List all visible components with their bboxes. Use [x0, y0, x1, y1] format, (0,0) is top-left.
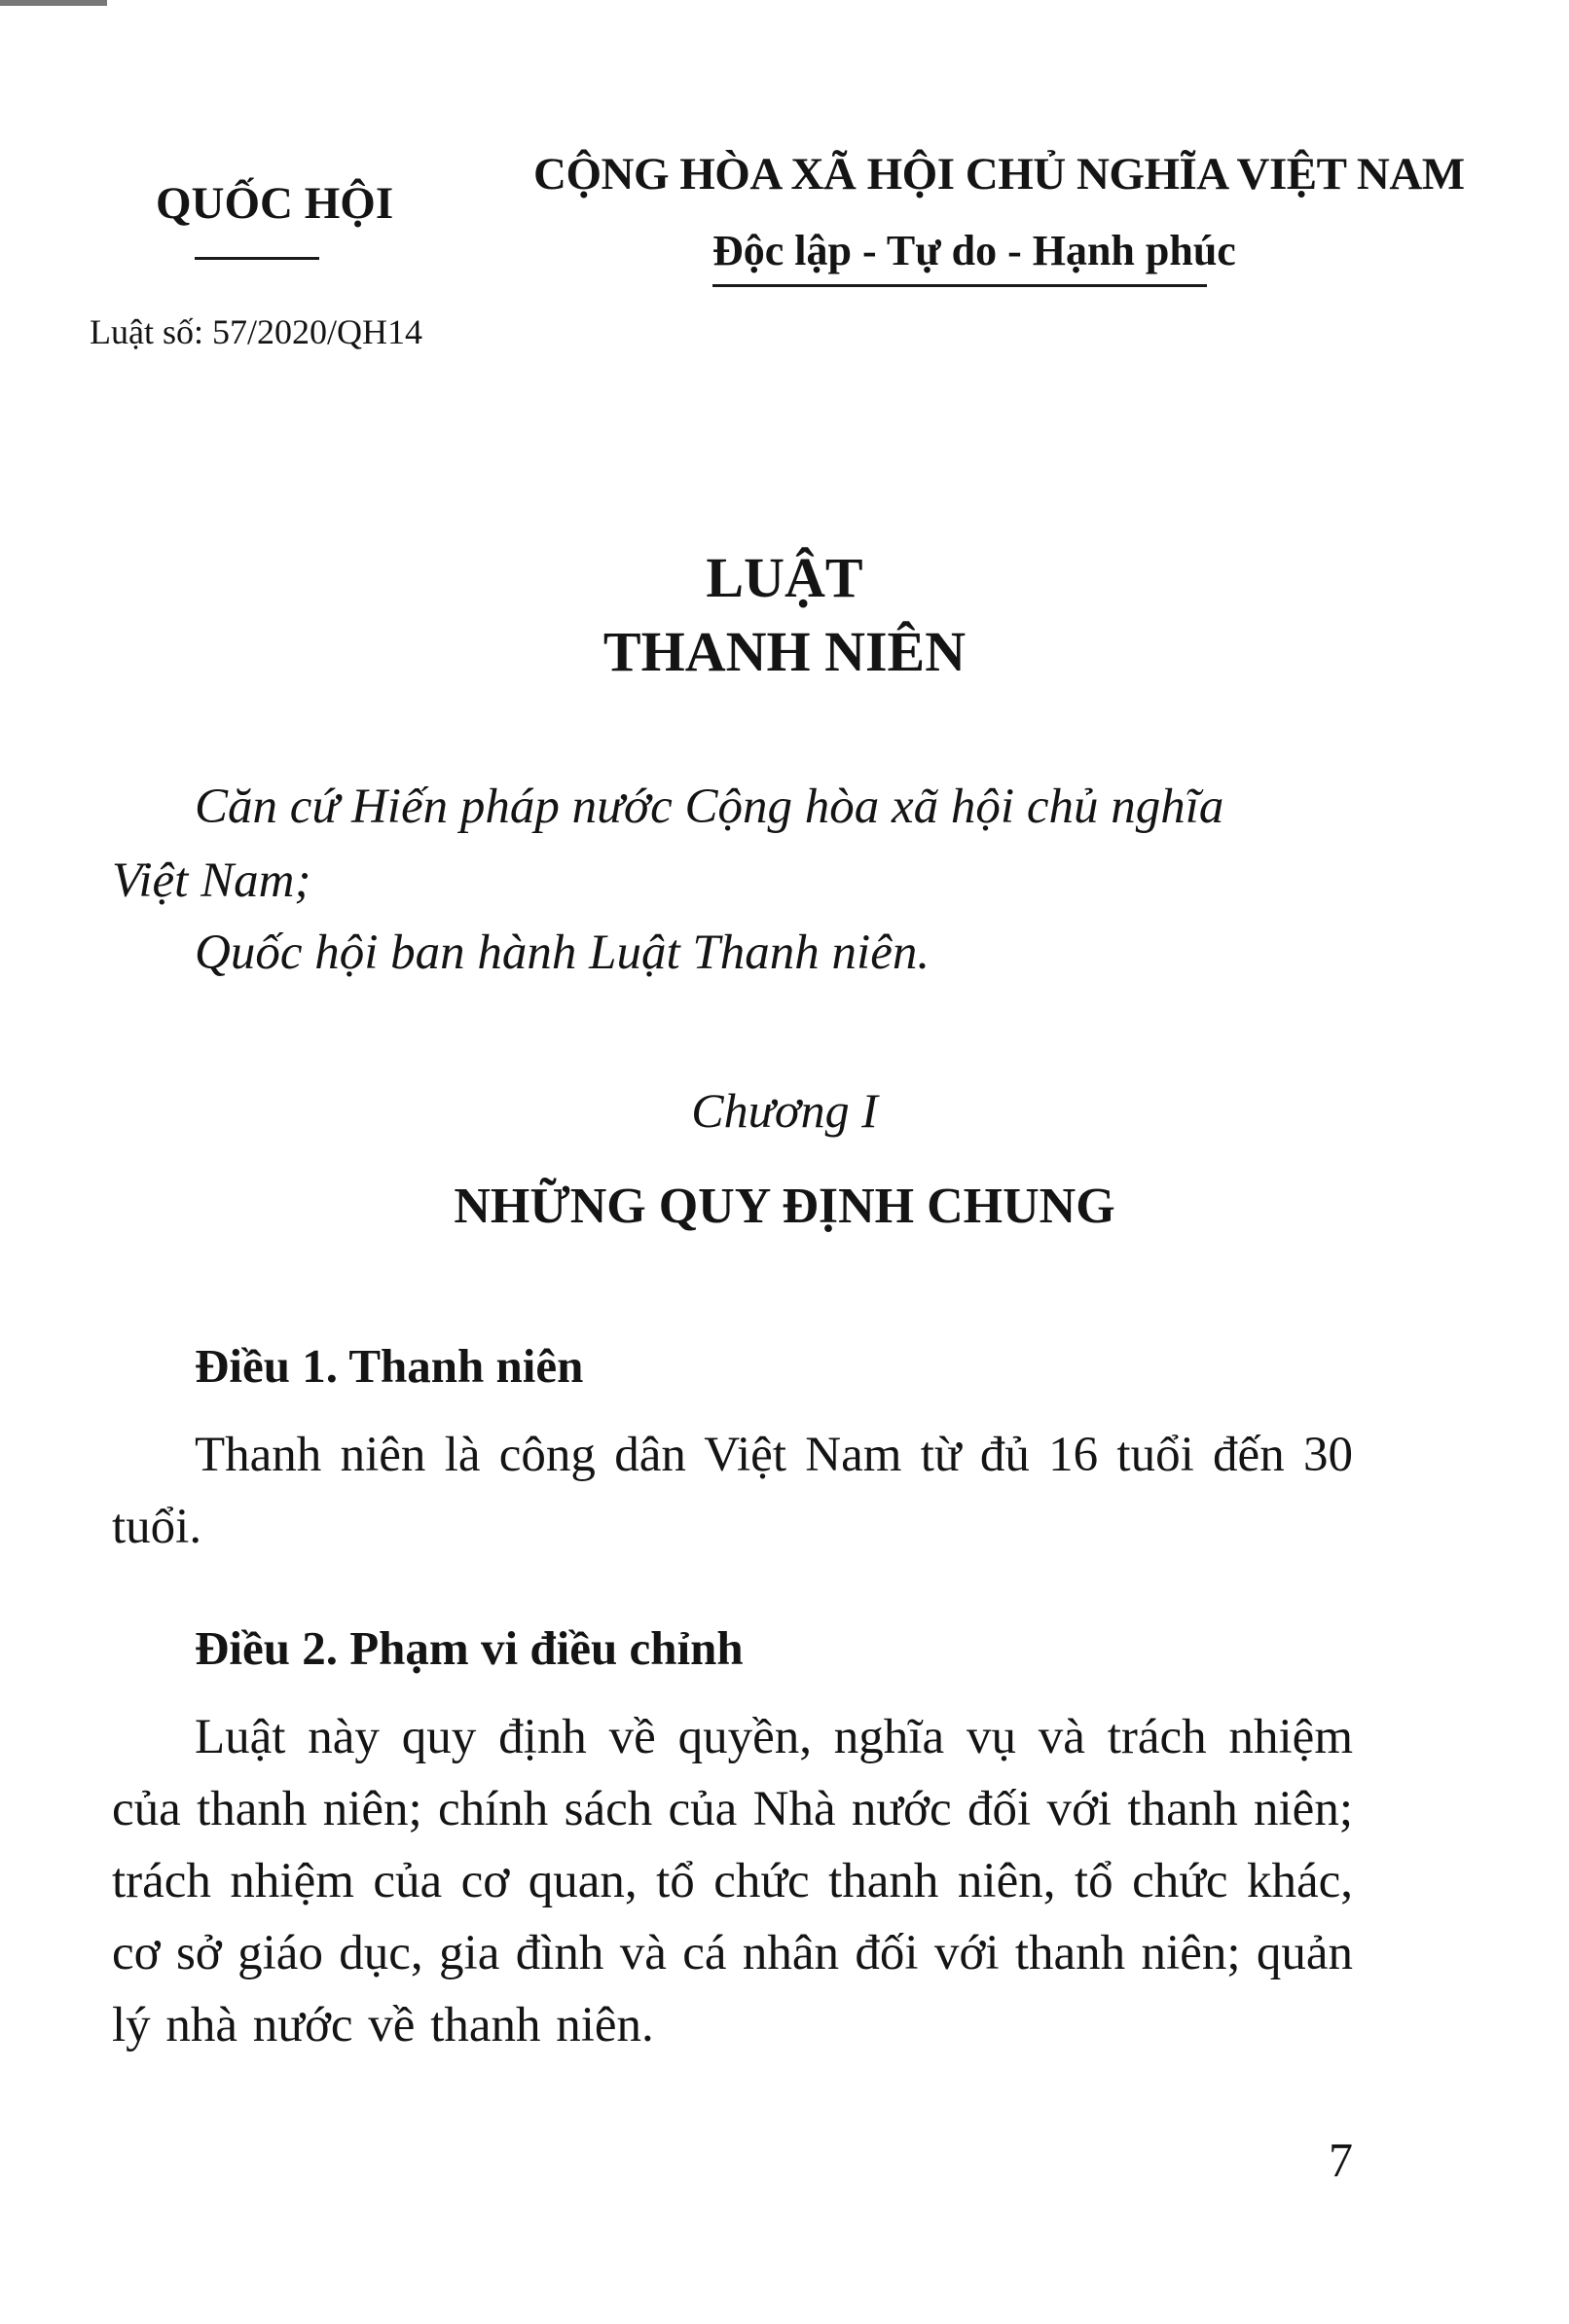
chapter-title: NHỮNG QUY ĐỊNH CHUNG	[454, 1179, 1115, 1234]
article-1-heading: Điều 1. Thanh niên	[195, 1339, 584, 1393]
article-2-heading: Điều 2. Phạm vi điều chỉnh	[195, 1621, 744, 1675]
motto-underline	[712, 284, 1207, 287]
preamble-line2: Việt Nam;	[112, 853, 311, 908]
preamble-line1: Căn cứ Hiến pháp nước Cộng hòa xã hội chủ nghĩa	[195, 780, 1224, 834]
law-title-line1: LUẬT	[706, 546, 863, 609]
motto: Độc lập - Tự do - Hạnh phúc	[712, 227, 1236, 274]
chapter-label: Chương I	[691, 1083, 878, 1138]
article-1-text: Thanh niên là công dân Việt Nam từ đủ 16 tuổi đến 30 tuổi.	[112, 1428, 1353, 1554]
law-title-line2: THANH NIÊN	[602, 620, 967, 683]
page-edge	[0, 0, 107, 6]
issuer-title: QUỐC HỘI	[156, 178, 394, 229]
preamble-line3: Quốc hội ban hành Luật Thanh niên.	[195, 926, 930, 980]
state-title: CỘNG HÒA XÃ HỘI CHỦ NGHĨA VIỆT NAM	[533, 149, 1465, 200]
issuer-underline	[195, 257, 319, 260]
article-2-text: Luật này quy định về quyền, nghĩa vụ và trách nhiệm của thanh niên; chính sách của Nhà nước đối với thanh niên; trách nhiệm của cơ quan, tổ chức thanh niên, tổ chức khác, cơ sở giáo dục, gia đình và cá nhân đối với thanh niên; quản lý nhà nước về thanh niên.	[112, 1710, 1353, 2052]
law-number: Luật số: 57/2020/QH14	[90, 312, 422, 351]
page-number: 7	[1329, 2132, 1353, 2187]
